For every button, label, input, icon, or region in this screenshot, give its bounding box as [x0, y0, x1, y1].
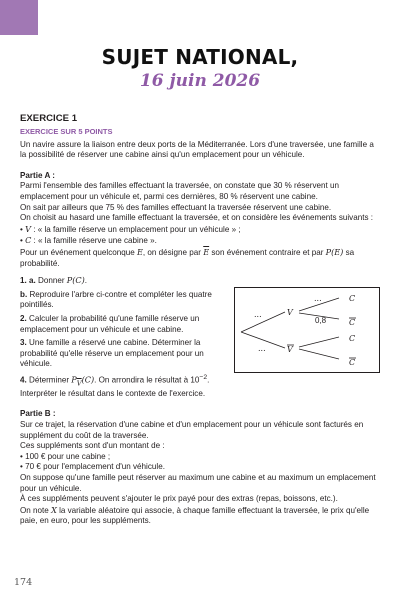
part-a-paragraph-3: On choisit au hasard une famille effectuant la traversée, et on considère les événements suivants :	[20, 213, 374, 223]
question-4-vbar-subscript: V	[76, 379, 82, 388]
question-2	[20, 314, 224, 335]
notation-text-1: Pour un événement quelconque	[20, 247, 137, 257]
node-v-c: C	[349, 294, 356, 304]
node-vbar-c: C	[349, 334, 356, 344]
part-a-title: Partie A :	[20, 170, 55, 180]
exercise-intro: Un navire assure la liaison entre deux ports de la Méditerranée. Lors d'une traversée, une famille a la possibilité de réserver une cabine ainsi qu'un emplacement pour un véhicule.	[20, 139, 374, 160]
node-v: V	[287, 308, 293, 318]
question-4-c: (C)	[81, 374, 95, 385]
notation-text-2: , on désigne par	[142, 247, 204, 257]
part-a-paragraph-1: Parmi l'ensemble des familles effectuant la traversée, on constate que 30 % réservent un emplacement pour un véhicule et, parmi ces dernières, 80 % réservent une cabine.	[20, 181, 340, 201]
question-1a-math: P(C)	[66, 275, 85, 286]
exercise-content	[20, 113, 380, 527]
question-3-text: Une famille a réservé une cabine. Déterminer la probabilité qu'elle réserve un emplacement pour un véhicule.	[20, 338, 204, 369]
node-v-cbar: C	[349, 318, 356, 328]
page-title: SUJET NATIONAL,	[101, 45, 299, 69]
event-c: • C : « la famille réserve une cabine ».	[20, 235, 157, 246]
questions-block	[20, 275, 380, 399]
event-v-text: : « la famille réserve un emplacement pour un véhicule » ;	[30, 224, 241, 234]
event-c-text: : « la famille réserve une cabine ».	[31, 236, 157, 246]
question-3-number: 3.	[20, 338, 27, 348]
question-1b	[20, 290, 224, 311]
notation-pe: P(E)	[325, 246, 344, 257]
question-1a-number: 1. a.	[20, 276, 36, 286]
node-vbar-cbar: C	[349, 358, 356, 368]
part-b-title: Partie B :	[20, 409, 56, 419]
question-2-number: 2.	[20, 313, 27, 323]
exercise-title: EXERCICE 1	[20, 113, 78, 124]
notation-e-bar: $\overline{E}$	[203, 246, 210, 257]
notation-paragraph	[20, 247, 380, 269]
part-b-p5-text-2: la variable aléatoire qui associe, à chaque famille effectuant la traversée, le prix qu'elle paie, en euro, pour les suppléments.	[20, 505, 370, 526]
question-4-text-2: . On arrondira le résultat à 10	[94, 375, 200, 385]
event-c-label: C	[25, 235, 32, 246]
part-b-paragraph-4: À ces suppléments peuvent s'ajouter le prix payé pour des extras (repas, boissons, etc.).	[20, 494, 338, 504]
question-4-p: P	[71, 374, 77, 385]
notation-text-4: sa probabilité.	[20, 247, 355, 268]
exercise-points: EXERCICE SUR 5 POINTS	[20, 127, 113, 136]
question-4-exponent: −2	[199, 373, 208, 381]
probability-tree	[234, 287, 380, 373]
label-v-c: ...	[314, 294, 322, 304]
part-b-bullet-1: • 100 € pour une cabine ;	[20, 451, 111, 461]
label-root-v: ...	[254, 310, 262, 320]
corner-decoration	[0, 0, 38, 35]
question-4-text-3: .	[207, 375, 210, 385]
part-b-p5-x: X	[51, 504, 57, 515]
part-b-paragraph-3: On suppose qu'une famille peut réserver au maximum une cabine et au maximum un emplacement pour un véhicule.	[20, 472, 376, 493]
branch-vbar-cbar	[299, 349, 339, 359]
label-root-vbar: ...	[258, 344, 266, 354]
question-4-number: 4.	[20, 375, 27, 385]
event-v-label: V	[25, 223, 31, 234]
question-3	[20, 338, 224, 370]
questions-column	[20, 275, 224, 399]
part-b-p5-text-1: On note	[20, 505, 52, 515]
question-1b-number: b.	[20, 289, 28, 299]
notation-e: E	[137, 246, 143, 257]
event-v: • V : « la famille réserve un emplacement pour un véhicule » ;	[20, 223, 241, 234]
part-b-paragraph-5	[20, 505, 380, 527]
question-1b-text: Reproduire l'arbre ci-contre et compléter les quatre pointillés.	[20, 289, 212, 310]
node-vbar: V	[287, 345, 293, 355]
question-4-text-1: Déterminer	[26, 375, 72, 385]
part-b-bullet-2: • 70 € pour l'emplacement d'un véhicule.	[20, 462, 165, 472]
part-a-paragraph-2: On sait par ailleurs que 75 % des familles effectuant la traversée réservent une cabine.	[20, 202, 332, 212]
branch-root-v	[241, 312, 285, 332]
page-subtitle-date: 16 juin 2026	[139, 71, 261, 91]
question-4-interpret: Interpréter le résultat dans le contexte de l'exercice.	[20, 388, 206, 398]
notation-text-3: son événement contraire et par	[209, 247, 326, 257]
probability-tree-svg	[235, 288, 379, 372]
question-1a-text: Donner	[35, 276, 67, 286]
question-2-text: Calculer la probabilité qu'une famille réserve un emplacement pour un véhicule et une cabine.	[20, 313, 200, 334]
question-4	[20, 373, 224, 389]
part-b-paragraph-1: Sur ce trajet, la réservation d'une cabine et d'un emplacement pour un véhicule sont facturés en supplément du coût de la traversée.	[20, 419, 364, 440]
question-1a: 1. a. Donner P(C).	[20, 275, 88, 286]
label-v-cbar: 0,8	[315, 316, 327, 326]
page-number: 174	[14, 577, 33, 588]
branch-vbar-c	[299, 337, 339, 347]
part-b-paragraph-2: Ces suppléments sont d'un montant de :	[20, 441, 165, 451]
